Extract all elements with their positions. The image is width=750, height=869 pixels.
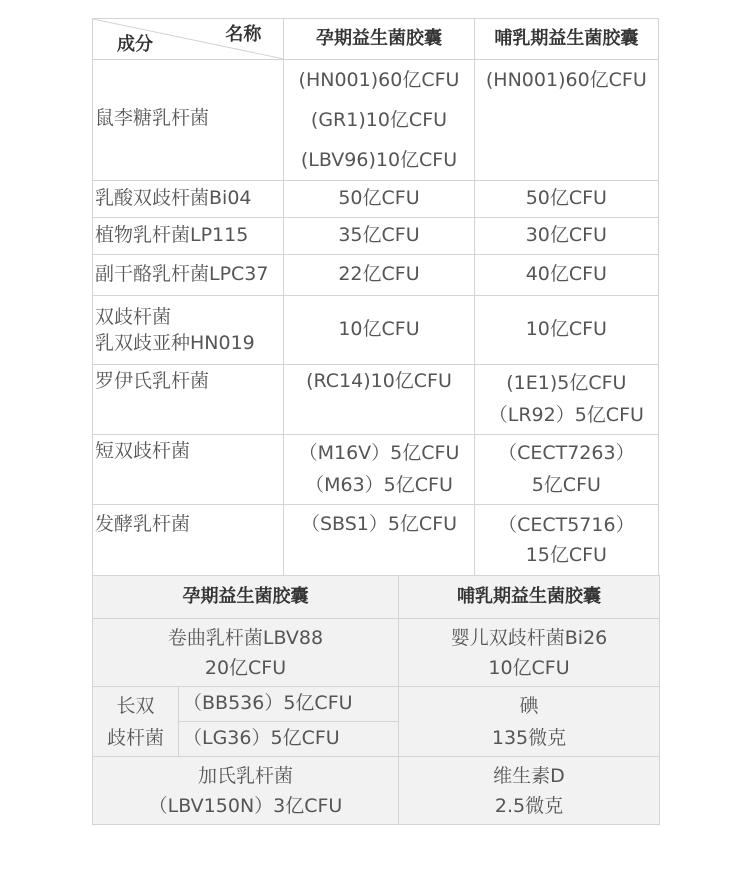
diagonal-header-cell — [93, 19, 284, 60]
value-line: 22亿CFU — [338, 263, 420, 286]
lactation-value-cell — [474, 60, 658, 181]
value-line: （M16V）5亿CFU — [298, 442, 460, 464]
column-header-pregnancy: 孕期益生菌胶囊 — [284, 19, 474, 60]
lactation-value-cell — [474, 435, 658, 505]
pregnancy-value-cell — [284, 296, 474, 365]
ingredient-amount: （LBV150N）3亿CFU — [148, 794, 343, 817]
ingredient-amount: 10亿CFU — [488, 656, 570, 679]
comparison-container — [92, 18, 659, 825]
value-line: 15亿CFU — [525, 544, 607, 566]
table-row — [93, 255, 659, 296]
value-line: （M63）5亿CFU — [305, 474, 453, 496]
strain-name-cell — [93, 218, 284, 255]
ingredient-name: 婴儿双歧杆菌Bi26 — [450, 626, 608, 649]
pregnancy-value-cell — [284, 505, 474, 576]
lactation-value-cell — [474, 218, 658, 255]
pregnancy-ingredient-cell — [93, 757, 399, 825]
table-row — [93, 505, 659, 576]
strain-name-cell — [93, 255, 284, 296]
lactation-ingredient-cell — [399, 757, 660, 825]
value-line: (1E1)5亿CFU — [506, 372, 627, 394]
strain-label: 长双 — [116, 694, 155, 717]
value-line: 35亿CFU — [338, 224, 420, 247]
value-line: 10亿CFU — [338, 318, 420, 341]
value-line: (LBV96)10亿CFU — [300, 149, 458, 171]
ingredient-name: 维生素D — [493, 764, 565, 787]
value-line: （LG36）5亿CFU — [183, 727, 340, 750]
strain-value-cell — [179, 722, 399, 757]
strain-name: 罗伊氏乳杆菌 — [95, 370, 210, 392]
table-header-row — [93, 19, 659, 60]
table-row — [93, 619, 660, 687]
ingredient-amount: 135微克 — [491, 726, 567, 749]
pregnancy-value-cell — [284, 255, 474, 296]
strain-name: 乳双歧亚种HN019 — [95, 332, 255, 354]
extra-ingredients-table — [92, 575, 660, 825]
strain-name: 发酵乳杆菌 — [95, 513, 191, 535]
value-line: （SBS1）5亿CFU — [300, 513, 458, 535]
lactation-ingredient-cell — [399, 619, 660, 687]
table-row — [93, 435, 659, 505]
table-row — [93, 181, 659, 218]
strain-name: 双歧杆菌 — [95, 306, 172, 328]
ingredient-name: 碘 — [519, 694, 539, 717]
column-header-lactation: 哺乳期益生菌胶囊 — [474, 19, 658, 60]
lactation-value-cell — [474, 365, 658, 435]
value-line: （BB536）5亿CFU — [183, 692, 353, 715]
ingredient-name: 卷曲乳杆菌LBV88 — [167, 626, 324, 649]
column-header-lactation: 哺乳期益生菌胶囊 — [399, 576, 660, 619]
ingredient-name: 加氏乳杆菌 — [197, 764, 293, 787]
pregnancy-value-cell — [284, 435, 474, 505]
value-line: 30亿CFU — [525, 224, 607, 247]
table-row — [93, 60, 659, 181]
pregnancy-value-cell — [284, 181, 474, 218]
value-line: (HN001)60亿CFU — [485, 69, 647, 91]
value-line: 50亿CFU — [338, 187, 420, 210]
strain-value-cell — [179, 687, 399, 722]
ingredient-amount: 2.5微克 — [494, 794, 564, 817]
pregnancy-ingredient-cell — [93, 619, 399, 687]
table-row — [93, 687, 660, 722]
table-header-row — [93, 576, 660, 619]
column-header-pregnancy: 孕期益生菌胶囊 — [93, 576, 399, 619]
strain-name-cell — [93, 296, 284, 365]
value-line: 40亿CFU — [525, 263, 607, 286]
value-line: 10亿CFU — [525, 318, 607, 341]
ingredient-amount: 20亿CFU — [204, 656, 287, 679]
lactation-value-cell — [474, 255, 658, 296]
strain-name: 植物乳杆菌LP115 — [95, 224, 249, 247]
strain-name: 乳酸双歧杆菌Bi04 — [95, 187, 252, 210]
value-line: （CECT7263） — [498, 442, 635, 464]
lactation-value-cell — [474, 181, 658, 218]
lactation-value-cell — [474, 296, 658, 365]
strain-name: 鼠李糖乳杆菌 — [95, 107, 210, 129]
strain-label: 歧杆菌 — [106, 726, 164, 749]
pregnancy-value-cell — [284, 60, 474, 181]
diag-top-label: 名称 — [225, 24, 262, 45]
lactation-ingredient-cell — [399, 687, 660, 757]
strain-name-cell — [93, 365, 284, 435]
strain-name-cell — [93, 435, 284, 505]
value-line: (HN001)60亿CFU — [298, 69, 460, 91]
strain-comparison-table — [92, 18, 659, 576]
strain-name: 副干酪乳杆菌LPC37 — [95, 263, 269, 286]
table-row — [93, 365, 659, 435]
table-row — [93, 757, 660, 825]
strain-label-cell — [93, 687, 179, 757]
value-line: (GR1)10亿CFU — [310, 109, 448, 131]
lactation-value-cell — [474, 505, 658, 576]
strain-name-cell — [93, 181, 284, 218]
table-row — [93, 218, 659, 255]
value-line: （LR92）5亿CFU — [488, 404, 644, 426]
table-row — [93, 296, 659, 365]
value-line: 50亿CFU — [525, 187, 607, 210]
strain-name-cell — [93, 505, 284, 576]
pregnancy-value-cell — [284, 365, 474, 435]
value-line: （CECT5716） — [498, 514, 635, 536]
strain-name: 短双歧杆菌 — [95, 440, 191, 462]
value-line: 5亿CFU — [531, 474, 601, 496]
pregnancy-value-cell — [284, 218, 474, 255]
diag-bottom-label: 成分 — [117, 34, 153, 55]
value-line: (RC14)10亿CFU — [306, 370, 452, 392]
strain-name-cell — [93, 60, 284, 181]
